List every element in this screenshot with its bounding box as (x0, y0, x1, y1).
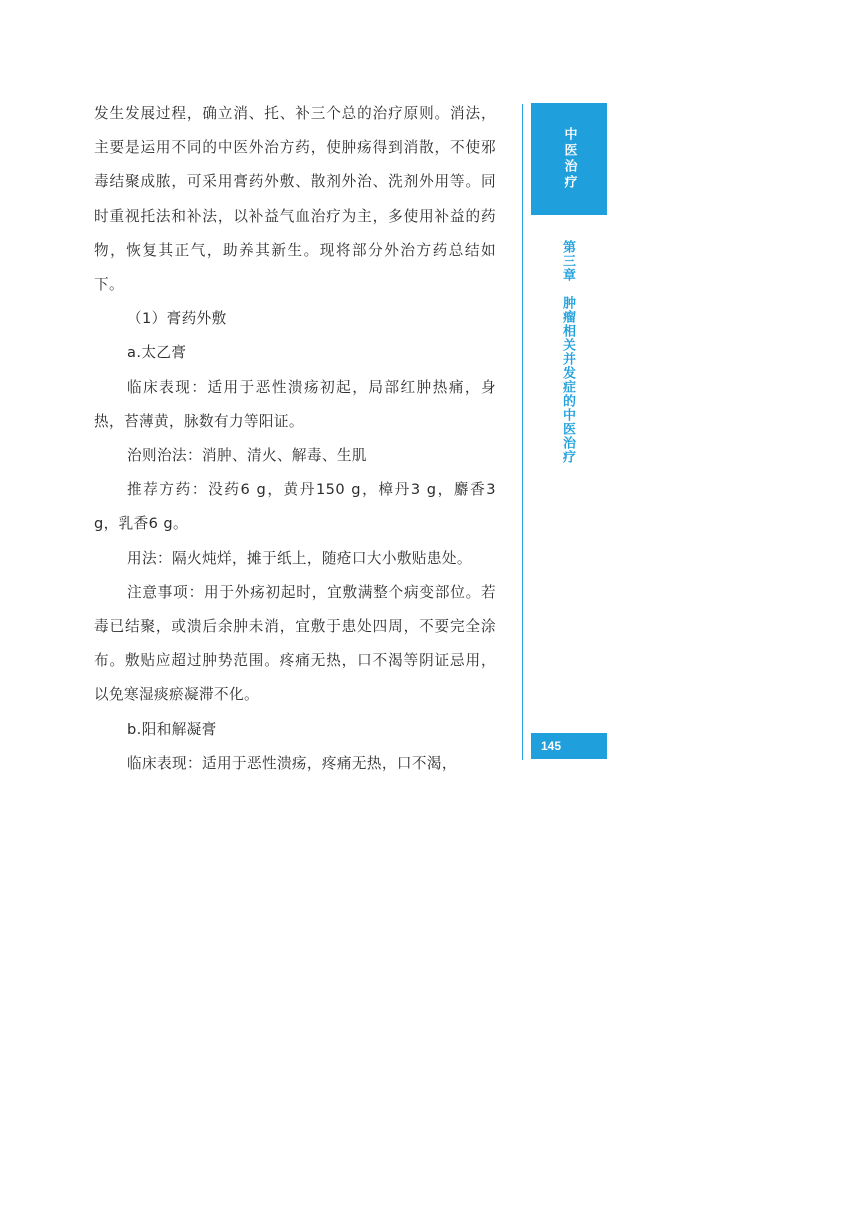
paragraph-7: 用法：隔火炖烊，摊于纸上，随疮口大小敷贴患处。 (127, 549, 472, 567)
chapter-title: 肿瘤相关并发症的中医治疗 (560, 296, 575, 464)
paragraph-6: 推荐方药：没药6 g，黄丹150 g，樟丹3 g，麝香3 g，乳香6 g。 (94, 481, 496, 533)
page-number-box (531, 733, 607, 759)
margin-rule (522, 104, 523, 760)
page-number: 145 (541, 739, 562, 753)
paragraph-9: b.阳和解凝膏 (127, 720, 217, 738)
section-tab (531, 103, 607, 215)
paragraph-1: 发生发展过程，确立消、托、补三个总的治疗原则。消法，主要是运用不同的中医外治方药，使肿疡得到消散，不使邪毒结聚成脓，可采用膏药外敷、散剂外治、洗剂外用等。同时重视托法和补法，以补益气血治疗为主，多使用补益的药物，恢复其正气，助养其新生。现将部分外治方药总结如下。 (94, 105, 496, 294)
paragraph-4: 临床表现：适用于恶性溃疡初起，局部红肿热痛，身热，苔薄黄，脉数有力等阳证。 (94, 378, 496, 430)
chapter-label (553, 240, 577, 464)
chapter-number: 第三章 (560, 240, 575, 282)
paragraph-8: 注意事项：用于外疡初起时，宜敷满整个病变部位。若毒已结聚，或溃后余肿未消，宜敷于患处四周，不要完全涂布。敷贴应超过肿势范围。疼痛无热，口不渴等阴证忌用，以免寒湿痰瘀凝滞不化。 (94, 583, 496, 704)
paragraph-2: （1）膏药外敷 (127, 310, 227, 328)
body-text (94, 97, 496, 781)
paragraph-5: 治则治法：消肿、清火、解毒、生肌 (127, 447, 367, 465)
section-tab-label: 中医治疗 (561, 127, 577, 191)
paragraph-3: a.太乙膏 (127, 344, 187, 362)
paragraph-10: 临床表现：适用于恶性溃疡，疼痛无热，口不渴， (127, 754, 457, 772)
